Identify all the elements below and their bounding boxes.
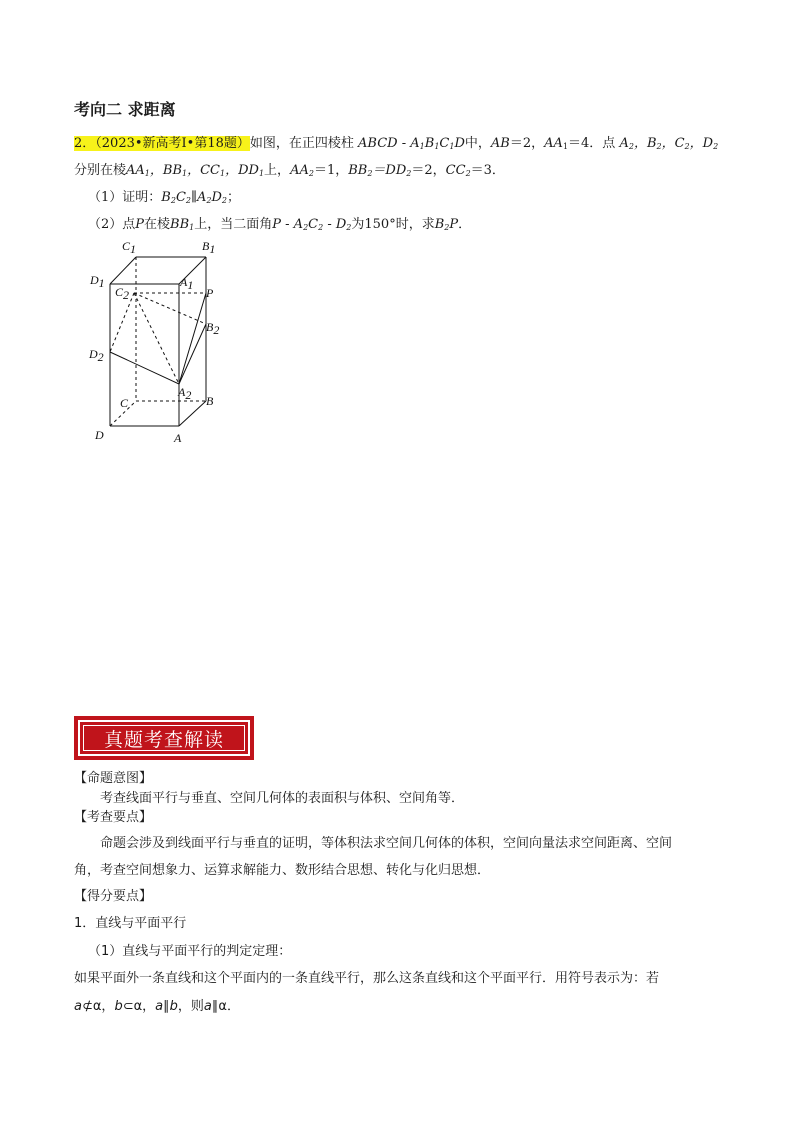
subset: ⊂α， xyxy=(122,999,156,1014)
angle-text: 为150°时，求 xyxy=(351,217,435,232)
points-list: $A_2$，$B_2$，$C_2$，$D_2$ xyxy=(619,136,719,151)
theorem-line-2 xyxy=(74,995,240,1014)
conclusion: ∥α． xyxy=(211,999,240,1014)
bb1: $BB_1$ xyxy=(170,217,195,232)
label-a2: A2 xyxy=(178,385,192,402)
not-subset: ⊄α， xyxy=(81,999,115,1014)
point-p: P xyxy=(135,217,145,232)
then: ，则 xyxy=(177,999,204,1014)
dihedral: P - $A_2C_2 - D_2$ xyxy=(272,217,352,232)
b2c2: $B_2C_2$ xyxy=(161,190,191,205)
label-d: D xyxy=(95,428,104,442)
label-a1: A1 xyxy=(180,275,194,292)
points-body-1: 命题会涉及到线面平行与垂直的证明，等体积法求空间几何体的体积，空间向量法求空间距离、空间 xyxy=(100,836,673,851)
label-b: B xyxy=(206,394,214,408)
b2p: $B_2P$ xyxy=(434,217,459,232)
var-a: a xyxy=(74,999,82,1014)
label-c2: C2 xyxy=(115,285,130,302)
intent-body: 考查线面平行与垂直、空间几何体的表面积与体积、空间角等． xyxy=(100,791,465,806)
problem-line-1: 2．（2023•新高考Ⅰ•第18题）如图，在正四棱柱 ABCD - $A_1B_1C_1D$中，AB＝2，$AA_1=4$．点 $A_2$，$B_2$，$C_2$，$D_2$ xyxy=(74,136,719,151)
problem-line-2 xyxy=(74,159,505,178)
label-b1: B1 xyxy=(202,239,216,256)
label-a: A xyxy=(174,431,182,445)
aa2: $AA_2$ xyxy=(290,163,314,178)
label-p: P xyxy=(206,286,214,300)
part-1-label: （1）证明： xyxy=(88,190,162,205)
bb2-value: ＝2， xyxy=(411,163,446,178)
item-1-sub: （1）直线与平面平行的判定定理： xyxy=(88,944,292,959)
label-d2: D2 xyxy=(89,347,104,364)
part-1: （1）证明：$B_2C_2\parallel A_2D_2$； xyxy=(88,190,241,205)
text: 上，当二面角 xyxy=(194,217,273,232)
part-2 xyxy=(88,213,471,232)
var-b: b xyxy=(169,999,178,1014)
aa-value: ＝4．点 xyxy=(568,136,616,151)
prism-top: $A_1B_1C_1D$ xyxy=(410,136,465,151)
problem-source: （2023•新高考Ⅰ•第18题） xyxy=(95,136,250,151)
label-c: C xyxy=(120,396,129,410)
label-d1: D1 xyxy=(90,273,105,290)
dash: - xyxy=(397,136,411,151)
aa: AA xyxy=(544,136,563,151)
banner-text: 真题考查解读 xyxy=(103,729,224,751)
var-a: a xyxy=(155,999,164,1014)
theorem-line-1: 如果平面外一条直线和这个平面内的一条直线平行，那么这条直线和这个平面平行．用符号表示为：若 xyxy=(74,971,660,986)
score-heading: 【得分要点】 xyxy=(74,889,153,904)
text: 分别在棱 xyxy=(74,163,127,178)
edges: $AA_1$，$BB_1$，$CC_1$，$DD_1$ xyxy=(126,163,265,178)
prism-name: ABCD xyxy=(358,136,398,151)
bb2-dd2: $BB_2=DD_2$ xyxy=(348,163,412,178)
ab-value: ＝2， xyxy=(509,136,545,151)
text: 在棱 xyxy=(144,217,171,232)
item-1: 1．直线与平面平行 xyxy=(74,916,187,931)
section-banner xyxy=(74,716,254,760)
var-a: a xyxy=(203,999,212,1014)
part-2-label: （2）点 xyxy=(88,217,136,232)
a2d2: $A_2D_2$ xyxy=(197,190,228,205)
label-c1: C1 xyxy=(122,239,137,256)
problem-number: 2． xyxy=(74,136,96,151)
section-title: 考向二 求距离 xyxy=(74,100,176,119)
problem-text: 如图，在正四棱柱 xyxy=(249,136,354,151)
text: 上， xyxy=(264,163,291,178)
text: 中， xyxy=(464,136,491,151)
period: ． xyxy=(458,217,472,232)
cc2: $CC_2$ xyxy=(445,163,471,178)
parallel-symbol: ∥ xyxy=(190,190,197,205)
aa2-value: ＝1， xyxy=(313,163,349,178)
points-body-2: 角，考查空间想象力、运算求解能力、数形结合思想、转化与化归思想． xyxy=(74,863,491,878)
cc2-value: ＝3． xyxy=(470,163,505,178)
ab: AB xyxy=(490,136,510,151)
prism-figure xyxy=(86,234,236,446)
var-b: b xyxy=(114,999,123,1014)
parallel: ∥ xyxy=(163,999,170,1014)
label-b2: B2 xyxy=(206,320,220,337)
intent-heading: 【命题意图】 xyxy=(74,771,153,786)
points-heading: 【考查要点】 xyxy=(74,810,153,825)
